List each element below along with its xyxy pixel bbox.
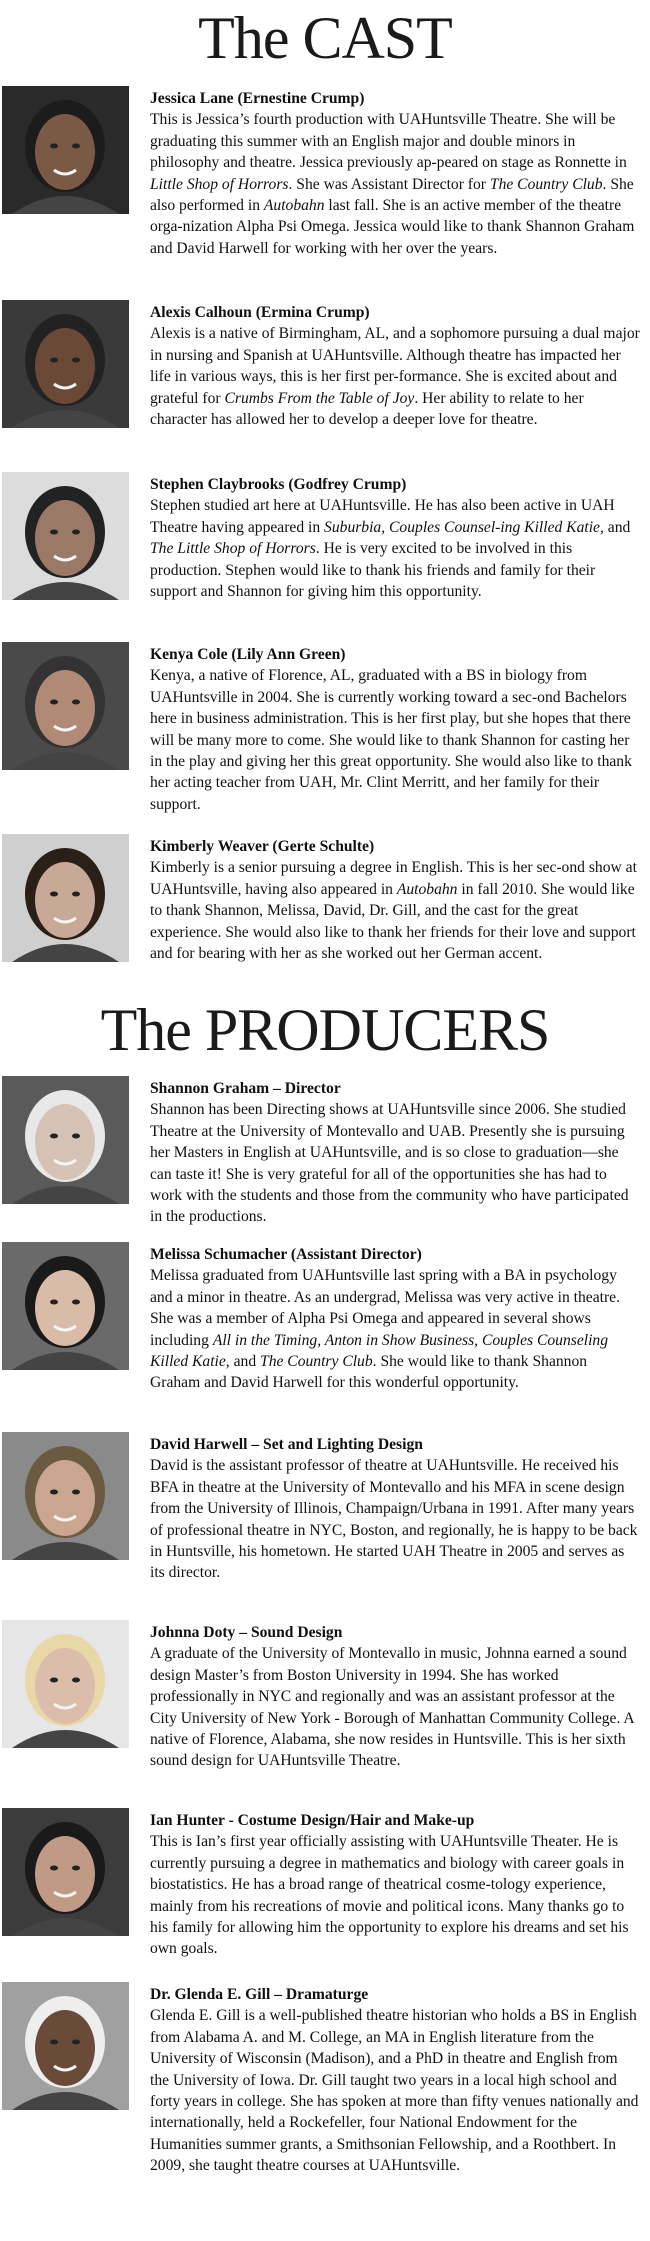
headshot-photo: [2, 86, 129, 214]
bio-body: A graduate of the University of Montevallo in music, Johnna earned a sound design Master’s from Boston University in 1994. She has worked professionally in NYC and regionally and was an assistant professor at the City University of New York - Borough of Manhattan Community College. A native of Florence, Alabama, she now resides in Huntsville. This is her sixth sound design for UAHuntsville Theatre.: [150, 1645, 634, 1770]
bio-text: [150, 1078, 640, 1228]
bio-text: [150, 1984, 640, 2177]
headshot-photo: [2, 1432, 129, 1560]
italic-title: Autobahn: [263, 197, 325, 215]
bio-text: [150, 88, 640, 259]
bio-body: Alexis is a native of Birmingham, AL, and a sophomore pursuing a dual major in nursing and Spanish at UAHuntsville. Although theatre has impacted her life in various ways, this is her first per-formance. She is excited about and grateful for Crumbs From the Table of Joy. Her ability to relate to her character has allowed her to develop a deeper love for theatre.: [150, 325, 640, 429]
bio-body: Kenya, a native of Florence, AL, graduated with a BS in biology from UAHuntsville in 2004. She is currently working toward a sec-ond Bachelors here in business administration. This is her first play, but she hopes that there will be many more to come. She would like to thank Shannon for casting her in the play and giving her this great opportunity. She would also like to thank her acting teacher from UAH, Mr. Clint Merritt, and her family for their support.: [150, 667, 632, 813]
producers-name: Johnna Doty – Sound Design: [150, 1624, 343, 1641]
bio-body: Glenda E. Gill is a well-published theatre historian who holds a BS in English from Alabama A. and M. College, an MA in English literature from the University of Wisconsin (Madison), and a PhD in theatre and English from the University of Iowa. Dr. Gill taught two years in a local high school and forty years in college. She has spoken at more than fifty venues nationally and internationally, held a Rockefeller, four National Endowment for the Humanities summer grants, a Smithsonian Fellowship, and a Roothbert. In 2009, she taught theatre courses at UAHuntsville.: [150, 2007, 639, 2175]
bio-body: Melissa graduated from UAHuntsville last spring with a BA in psychology and a minor in theatre. As an undergrad, Melissa was very active in theatre. She was a member of Alpha Psi Omega and appeared in several shows including All in the Timing, Anton in Show Business, Couples Counseling Killed Katie, and The Country Club. She would like to thank Shannon Graham and David Harwell for this wonderful opportunity.: [150, 1267, 620, 1392]
bio-body: David is the assistant professor of theatre at UAHuntsville. He received his BFA in theatre at the University of Montevallo and his MFA in scene design from the University of Illinois, Champaign/Urbana in 1991. After many years of professional theatre in NYC, Boston, and regionally, he is happy to be back in Huntsville, his hometown. He started UAH Theatre in 2005 and serves as its director.: [150, 1457, 638, 1582]
bio-text: [150, 1810, 640, 1960]
bio-text: [150, 1622, 640, 1772]
italic-title: The Little Shop of Horrors: [150, 540, 316, 558]
bio-text: [150, 644, 640, 815]
bio-body: Kimberly is a senior pursuing a degree in English. This is her sec-ond show at UAHuntsville, having also appeared in Autobahn in fall 2010. She would like to thank Shannon, Melissa, David, Dr. Gill, and the cast for the great experience. She would also like to thank her friends for their love and support and for bearing with her as she worked out her German accent.: [150, 859, 637, 963]
producers-name: Melissa Schumacher (Assistant Director): [150, 1246, 422, 1263]
bio-text: [150, 1434, 640, 1584]
cast-heading: The CAST: [198, 5, 452, 71]
producers-name: Ian Hunter - Costume Design/Hair and Make-up: [150, 1812, 475, 1829]
headshot-photo: [2, 1242, 129, 1370]
producers-name: Shannon Graham – Director: [150, 1080, 341, 1097]
italic-title: Crumbs From the Table of Joy: [224, 389, 415, 407]
italic-title: The Country Club: [260, 1353, 373, 1371]
bio-body: This is Jessica’s fourth production with UAHuntsville Theatre. She will be graduating this summer with an English major and double minors in philosophy and theatre. Jessica previously ap-peared on stage as Ronnette in Little Shop of Horrors. She was Assistant Director for The Country Club. She also performed in Autobahn last fall. She is an active member of the theatre orga-nization Alpha Psi Omega. Jessica would like to thank Shannon Graham and David Harwell for working with her over the years.: [150, 111, 635, 257]
bio-body: This is Ian’s first year officially assisting with UAHuntsville Theater. He is currently pursuing a degree in mathematics and biology with career goals in biostatistics. He has a broad range of theatrical cosme-tology experience, mainly from his recreations of movie and political icons. Many thanks go to his family for allowing him the opportunity to explore his dreams and set his own goals.: [150, 1833, 629, 1958]
bio-text: [150, 1244, 640, 1394]
headshot-photo: [2, 642, 129, 770]
italic-title: All in the Timing, Anton in Show Business, Couples Counseling Killed Katie,: [150, 1331, 609, 1371]
bio-text: [150, 302, 640, 430]
italic-title: Little Shop of Horrors: [150, 175, 289, 193]
bio-text: [150, 836, 640, 964]
producers-name: Dr. Glenda E. Gill – Dramaturge: [150, 1986, 369, 2003]
cast-name: Kimberly Weaver (Gerte Schulte): [150, 838, 375, 855]
headshot-photo: [2, 1076, 129, 1204]
headshot-photo: [2, 1620, 129, 1748]
headshot-photo: [2, 1808, 129, 1936]
italic-title: Suburbia, Couples Counsel-ing Killed Katie,: [324, 518, 604, 536]
cast-name: Stephen Claybrooks (Godfrey Crump): [150, 476, 407, 493]
headshot-photo: [2, 472, 129, 600]
producers-name: David Harwell – Set and Lighting Design: [150, 1436, 423, 1453]
headshot-photo: [2, 1982, 129, 2110]
italic-title: Autobahn: [396, 880, 458, 898]
cast-name: Alexis Calhoun (Ermina Crump): [150, 304, 370, 321]
headshot-photo: [2, 300, 129, 428]
bio-body: Shannon has been Directing shows at UAHuntsville since 2006. She studied Theatre at the University of Montevallo and UAB. Presently she is pursuing her Masters in English at UAHuntsville, and is so close to graduation—she can taste it! She is very grateful for all of the opportunities she has had to work with the students and those from the community who have participated in the productions.: [150, 1101, 629, 1226]
cast-name: Kenya Cole (Lily Ann Green): [150, 646, 346, 663]
headshot-photo: [2, 834, 129, 962]
cast-name: Jessica Lane (Ernestine Crump): [150, 90, 365, 107]
bio-body: Stephen studied art here at UAHuntsville. He has also been active in UAH Theatre having appeared in Suburbia, Couples Counsel-ing Killed Katie, and The Little Shop of Horrors. He is very excited to be involved in this production. Stephen would like to thank his friends and family for their support and Shannon for giving him this opportunity.: [150, 497, 631, 601]
bio-text: [150, 474, 640, 602]
producers-heading: The PRODUCERS: [100, 997, 550, 1063]
italic-title: The Country Club: [489, 175, 603, 193]
